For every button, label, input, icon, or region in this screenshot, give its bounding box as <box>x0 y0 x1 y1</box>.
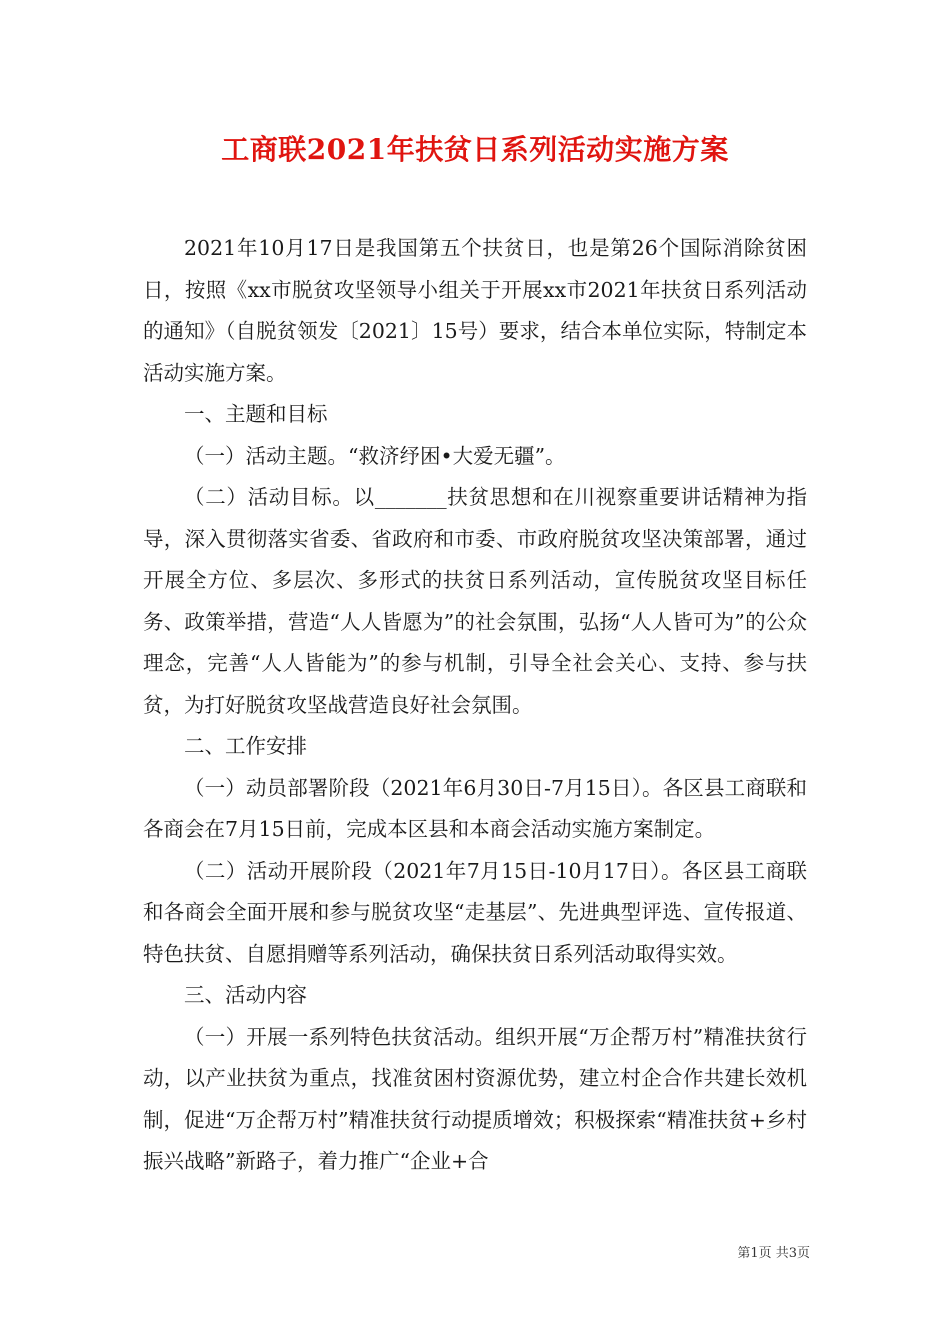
paragraph-intro: 2021年10月17日是我国第五个扶贫日，也是第26个国际消除贫困日，按照《xx市脱贫攻坚领导小组关于开展xx市2021年扶贫日系列活动的通知》（自脱贫领发〔2021〕15号）要求，结合本单位实际，特制定本活动实施方案。 <box>143 236 807 385</box>
paragraph-activity-stage: （二）活动开展阶段（2021年7月15日-10月17日）。各区县工商联和各商会全面开展和参与脱贫攻坚“走基层”、先进典型评选、宣传报道、特色扶贫、自愿捐赠等系列活动，确保扶贫日系列活动取得实效。 <box>143 858 807 966</box>
paragraph-mobilization-stage: （一）动员部署阶段（2021年6月30日-7月15日）。各区县工商联和各商会在7月15日前，完成本区县和本商会活动实施方案制定。 <box>143 775 807 841</box>
heading-section-1: 一、主题和目标 <box>184 402 328 426</box>
document-title: 工商联2021年扶贫日系列活动实施方案 <box>221 133 729 166</box>
paragraph-activity-theme: （一）活动主题。“救济纾困•大爱无疆”。 <box>184 443 566 468</box>
heading-section-3: 三、活动内容 <box>184 983 307 1007</box>
heading-section-2: 二、工作安排 <box>184 734 307 758</box>
document-body <box>143 228 807 1183</box>
page-number: 第1页 共3页 <box>737 1246 810 1261</box>
paragraph-activity-goal: （二）活动目标。以_______扶贫思想和在川视察重要讲话精神为指导，深入贯彻落实省委、省政府和市委、市政府脱贫攻坚决策部署，通过开展全方位、多层次、多形式的扶贫日系列活动，宣传脱贫攻坚目标任务、政策举措，营造“人人皆愿为”的社会氛围，弘扬“人人皆可为”的公众理念，完善“人人皆能为”的参与机制，引导全社会关心、支持、参与扶贫，为打好脱贫攻坚战营造良好社会氛围。 <box>143 485 807 717</box>
paragraph-special-activities: （一）开展一系列特色扶贫活动。组织开展“万企帮万村”精准扶贫行动，以产业扶贫为重点，找准贫困村资源优势，建立村企合作共建长效机制，促进“万企帮万村”精准扶贫行动提质增效；积极探索“精准扶贫+乡村振兴战略”新路子，着力推广“企业+合 <box>143 1024 807 1173</box>
